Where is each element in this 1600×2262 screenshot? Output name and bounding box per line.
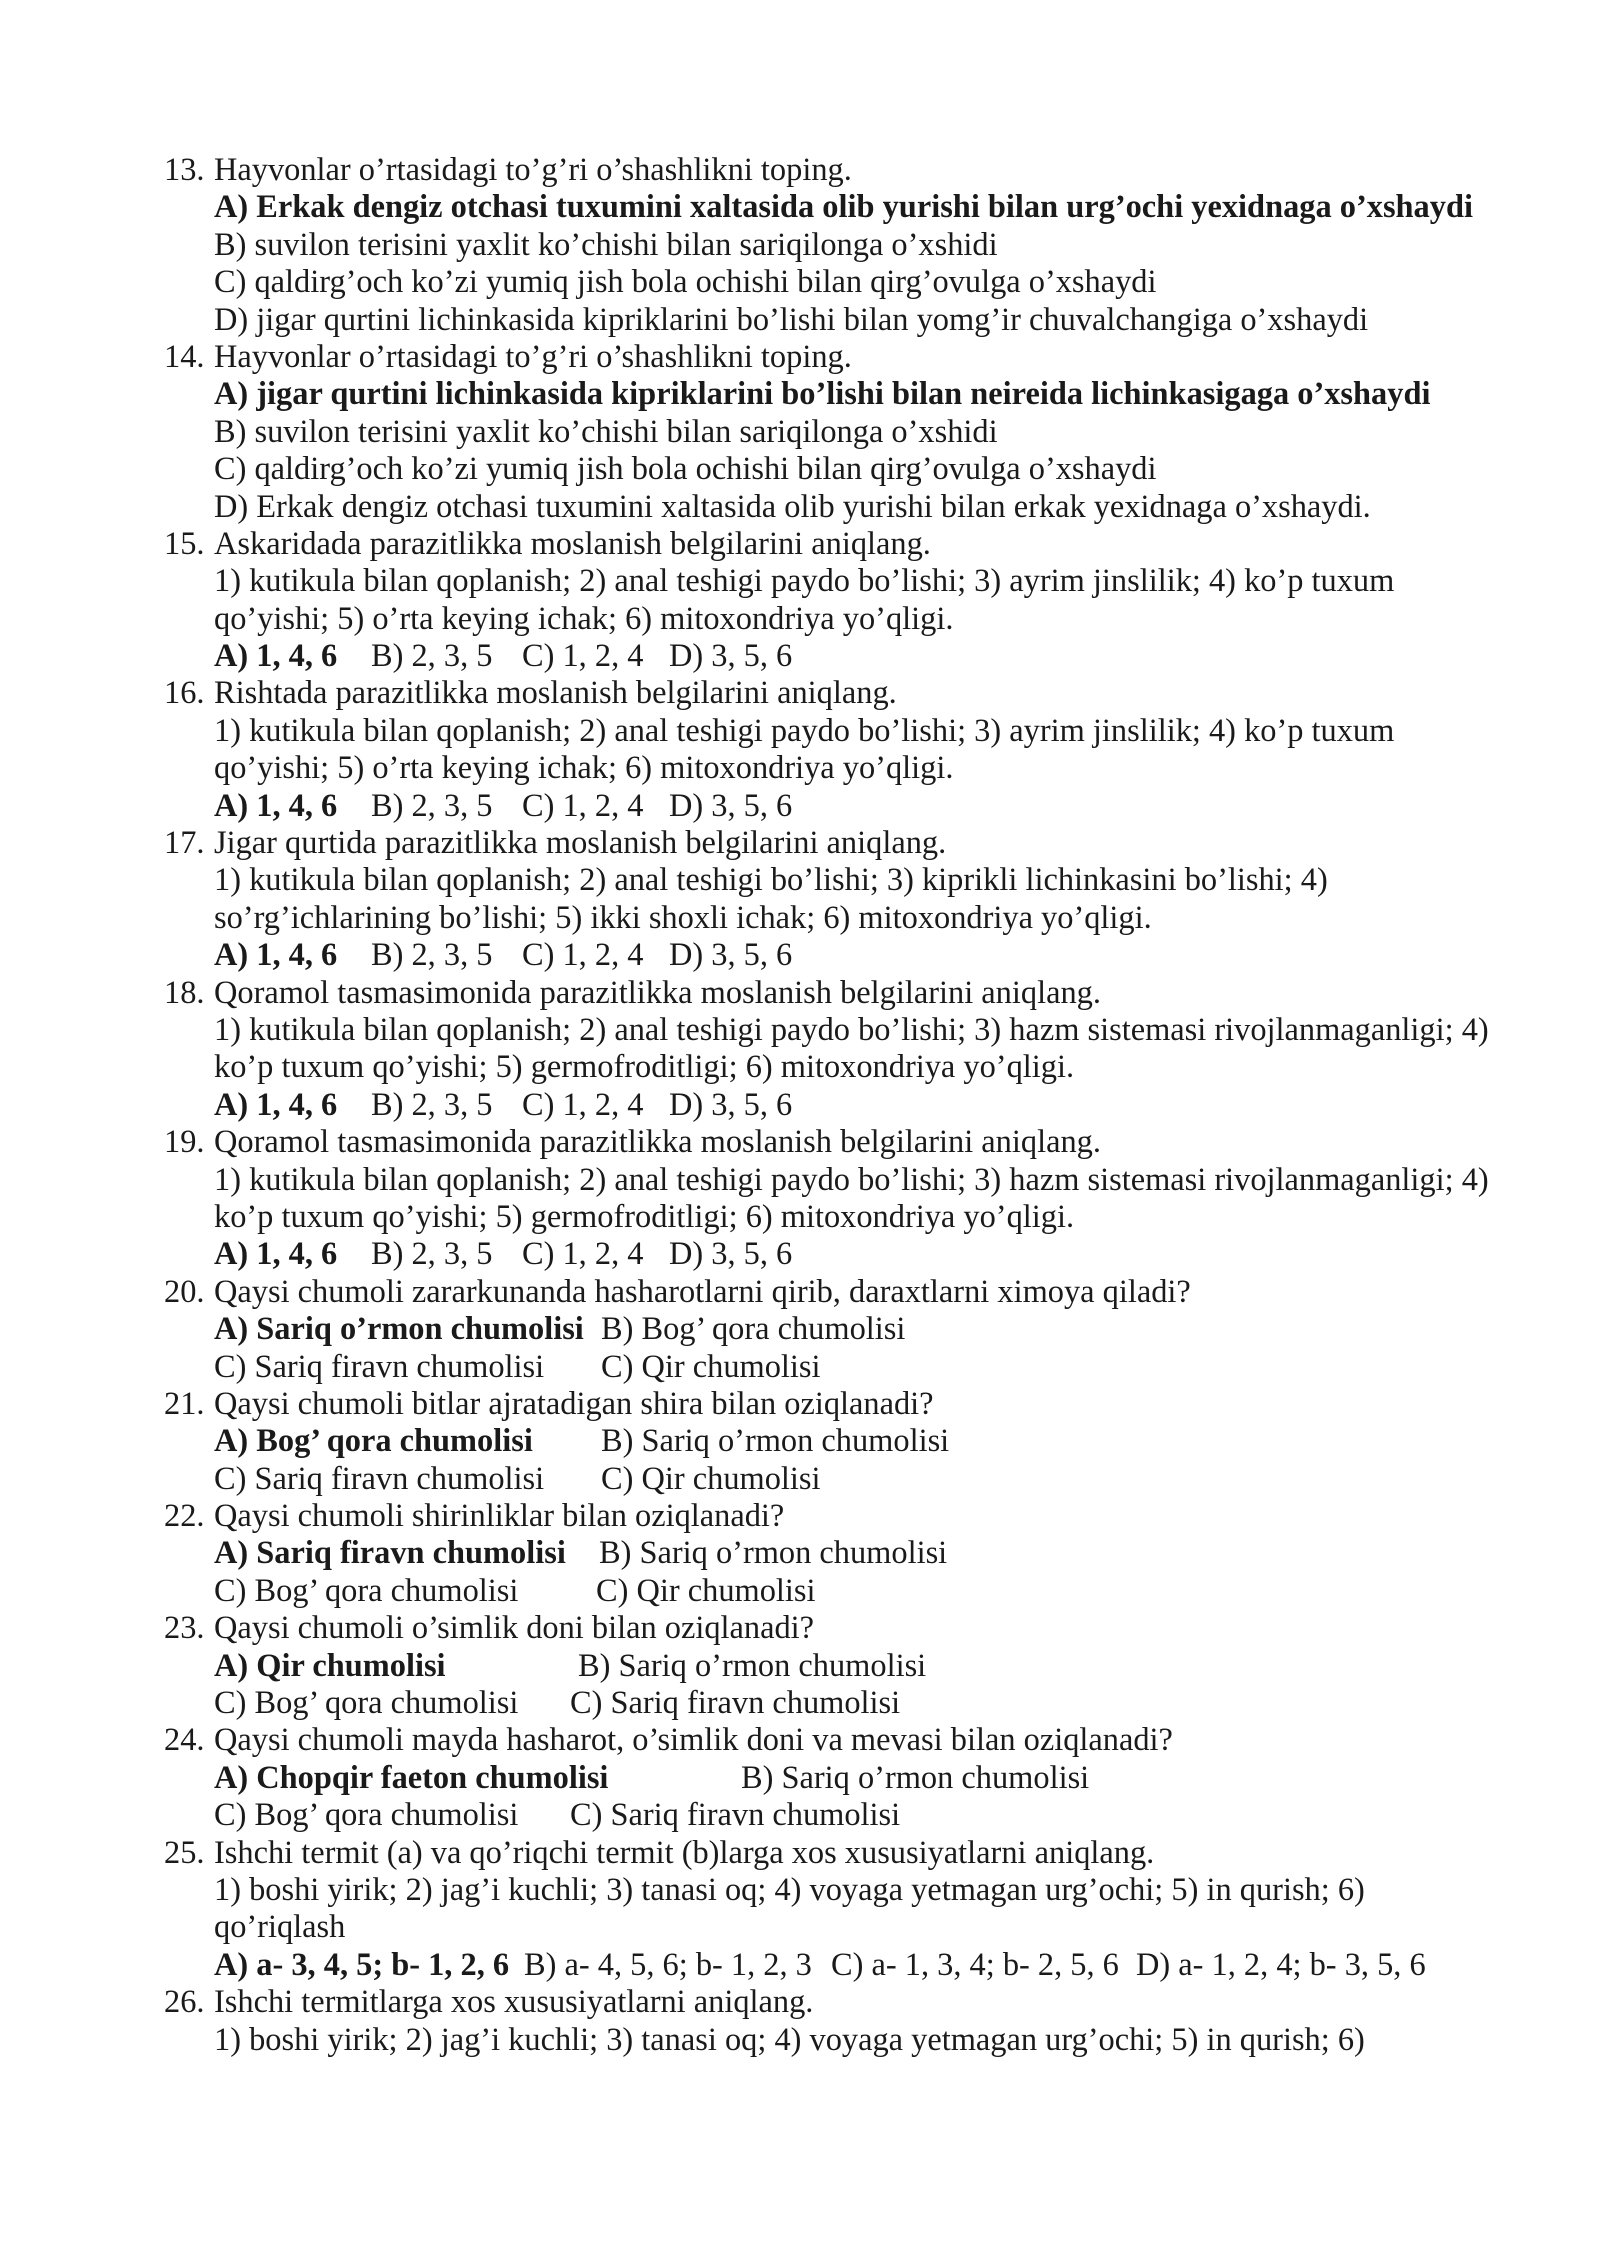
question-17 bbox=[164, 825, 1564, 975]
option-a: A) 1, 4, 6 bbox=[214, 638, 338, 675]
statement-line: so’rg’ichlarining bo’lishi; 5) ikki shoxli ichak; 6) mitoxondriya yo’qligi. bbox=[214, 899, 1152, 936]
question-prompt: Askaridada parazitlikka moslanish belgilarini aniqlang. bbox=[214, 525, 931, 562]
question-number: 24. bbox=[164, 1722, 205, 1759]
question-line bbox=[164, 825, 1564, 862]
option-a: A) Erkak dengiz otchasi tuxumini xaltasida olib yurishi bilan urg’ochi yexidnaga o’xshaydi bbox=[214, 189, 1473, 226]
question-21 bbox=[164, 1386, 1564, 1498]
question-line bbox=[164, 1984, 1564, 2021]
option-row bbox=[164, 1685, 1564, 1722]
option-c: C) Sariq firavn chumolisi bbox=[214, 1348, 545, 1385]
question-number: 23. bbox=[164, 1610, 205, 1647]
option-row bbox=[164, 1349, 1564, 1386]
question-prompt: Ishchi termitlarga xos xususiyatlarni aniqlang. bbox=[214, 1984, 814, 2021]
option-row bbox=[164, 376, 1564, 413]
option-row bbox=[164, 1535, 1564, 1572]
question-prompt: Qoramol tasmasimonida parazitlikka moslanish belgilarini aniqlang. bbox=[214, 974, 1101, 1011]
question-prompt: Hayvonlar o’rtasidagi to’g’ri o’shashlikni toping. bbox=[214, 152, 852, 188]
question-line bbox=[164, 975, 1564, 1012]
option-c: C) 1, 2, 4 bbox=[522, 787, 644, 824]
question-line bbox=[164, 675, 1564, 712]
statement-line: ko’p tuxum qo’yishi; 5) germofroditligi; 6) mitoxondriya yo’qligi. bbox=[214, 1049, 1075, 1086]
statement-line: qo’yishi; 5) o’rta keying ichak; 6) mitoxondriya yo’qligi. bbox=[214, 600, 954, 637]
question-number: 17. bbox=[164, 825, 205, 862]
question-19 bbox=[164, 1124, 1564, 1274]
option-c: C) 1, 2, 4 bbox=[522, 1236, 644, 1273]
option-a: A) a- 3, 4, 5; b- 1, 2, 6 bbox=[214, 1946, 510, 1983]
question-number: 26. bbox=[164, 1984, 205, 2021]
option-c: C) 1, 2, 4 bbox=[522, 638, 644, 675]
option-d: D) a- 1, 2, 4; b- 3, 5, 6 bbox=[1136, 1946, 1426, 1983]
question-line bbox=[164, 1386, 1564, 1423]
option-row bbox=[164, 1648, 1564, 1685]
question-15 bbox=[164, 526, 1564, 676]
question-line bbox=[164, 1610, 1564, 1647]
statement-line: 1) boshi yirik; 2) jag’i kuchli; 3) tanasi oq; 4) voyaga yetmagan urg’ochi; 5) in qurish; 6) bbox=[214, 1871, 1365, 1908]
option-b: B) 2, 3, 5 bbox=[371, 787, 493, 824]
question-prompt: Qaysi chumoli mayda hasharot, o’simlik doni va mevasi bilan oziqlanadi? bbox=[214, 1722, 1173, 1759]
statement-line: 1) boshi yirik; 2) jag’i kuchli; 3) tanasi oq; 4) voyaga yetmagan urg’ochi; 5) in qurish; 6) bbox=[214, 2021, 1365, 2058]
question-prompt: Qaysi chumoli zararkunanda hasharotlarni qirib, daraxtlarni ximoya qiladi? bbox=[214, 1273, 1191, 1310]
option-a: A) 1, 4, 6 bbox=[214, 1236, 338, 1273]
question-18 bbox=[164, 975, 1564, 1125]
option-b: B) Bog’ qora chumolisi bbox=[601, 1311, 906, 1348]
question-number: 20. bbox=[164, 1273, 205, 1310]
option-b: B) a- 4, 5, 6; b- 1, 2, 3 bbox=[524, 1946, 812, 1983]
question-26 bbox=[164, 1984, 1564, 2059]
question-prompt: Qaysi chumoli shirinliklar bilan oziqlanadi? bbox=[214, 1498, 785, 1535]
question-prompt: Qoramol tasmasimonida parazitlikka moslanish belgilarini aniqlang. bbox=[214, 1124, 1101, 1161]
statement-line: 1) kutikula bilan qoplanish; 2) anal teshigi paydo bo’lishi; 3) ayrim jinslilik; 4) ko’p tuxum bbox=[214, 563, 1395, 600]
question-line bbox=[164, 1124, 1564, 1161]
option-c: C) Bog’ qora chumolisi bbox=[214, 1685, 519, 1722]
question-25 bbox=[164, 1835, 1564, 1985]
question-22 bbox=[164, 1498, 1564, 1610]
statement-line: 1) kutikula bilan qoplanish; 2) anal teshigi paydo bo’lishi; 3) hazm sistemasi rivojlanmaganligi; 4) bbox=[214, 1161, 1489, 1198]
statement-line: qo’riqlash bbox=[214, 1909, 346, 1946]
option-row bbox=[164, 264, 1564, 301]
option-b: B) 2, 3, 5 bbox=[371, 937, 493, 974]
question-prompt: Jigar qurtida parazitlikka moslanish belgilarini aniqlang. bbox=[214, 825, 947, 862]
option-c: C) 1, 2, 4 bbox=[522, 1086, 644, 1123]
option-d: D) 3, 5, 6 bbox=[669, 1086, 793, 1123]
option-row bbox=[164, 1236, 1564, 1273]
option-b: B) Sariq o’rmon chumolisi bbox=[601, 1423, 950, 1460]
question-prompt: Rishtada parazitlikka moslanish belgilarini aniqlang. bbox=[214, 675, 897, 712]
question-line bbox=[164, 152, 1564, 189]
option-b: B) suvilon terisini yaxlit ko’chishi bilan sariqilonga o’xshidi bbox=[214, 226, 998, 263]
option-b: B) 2, 3, 5 bbox=[371, 1236, 493, 1273]
option-row bbox=[164, 1947, 1564, 1984]
question-line bbox=[164, 1722, 1564, 1759]
statement-line: 1) kutikula bilan qoplanish; 2) anal teshigi paydo bo’lishi; 3) ayrim jinslilik; 4) ko’p tuxum bbox=[214, 712, 1395, 749]
option-a: A) Qir chumolisi bbox=[214, 1647, 446, 1684]
option-row bbox=[164, 189, 1564, 226]
question-14 bbox=[164, 339, 1564, 526]
question-16 bbox=[164, 675, 1564, 825]
option-row bbox=[164, 414, 1564, 451]
question-20 bbox=[164, 1274, 1564, 1386]
option-row bbox=[164, 1311, 1564, 1348]
option-d: D) 3, 5, 6 bbox=[669, 937, 793, 974]
option-b: B) 2, 3, 5 bbox=[371, 1086, 493, 1123]
option-a: A) Chopqir faeton chumolisi bbox=[214, 1759, 609, 1796]
option-row bbox=[164, 451, 1564, 488]
option-b: B) Sariq o’rmon chumolisi bbox=[741, 1759, 1090, 1796]
statement-line: qo’yishi; 5) o’rta keying ichak; 6) mitoxondriya yo’qligi. bbox=[214, 750, 954, 787]
option-b: B) Sariq o’rmon chumolisi bbox=[578, 1647, 927, 1684]
question-line bbox=[164, 1835, 1564, 1872]
question-number: 13. bbox=[164, 152, 205, 188]
question-prompt: Qaysi chumoli bitlar ajratadigan shira bilan oziqlanadi? bbox=[214, 1385, 934, 1422]
option-row bbox=[164, 937, 1564, 974]
question-number: 15. bbox=[164, 525, 205, 562]
statement-line: 1) kutikula bilan qoplanish; 2) anal teshigi paydo bo’lishi; 3) hazm sistemasi rivojlanmaganligi; 4) bbox=[214, 1011, 1489, 1048]
option-row bbox=[164, 1760, 1564, 1797]
option-b: B) suvilon terisini yaxlit ko’chishi bilan sariqilonga o’xshidi bbox=[214, 413, 998, 450]
option-a: A) Sariq o’rmon chumolisi bbox=[214, 1311, 584, 1348]
option-a: A) Sariq firavn chumolisi bbox=[214, 1535, 566, 1572]
test-document bbox=[164, 152, 1564, 2059]
option-b: B) Sariq o’rmon chumolisi bbox=[599, 1535, 948, 1572]
option-a: A) 1, 4, 6 bbox=[214, 787, 338, 824]
question-line bbox=[164, 526, 1564, 563]
option-b: B) 2, 3, 5 bbox=[371, 638, 493, 675]
option-c: C) a- 1, 3, 4; b- 2, 5, 6 bbox=[831, 1946, 1119, 1983]
question-number: 22. bbox=[164, 1498, 205, 1535]
option-c-second: C) Sariq firavn chumolisi bbox=[570, 1685, 901, 1722]
option-d: D) Erkak dengiz otchasi tuxumini xaltasida olib yurishi bilan erkak yexidnaga o’xshaydi. bbox=[214, 488, 1371, 525]
question-prompt: Hayvonlar o’rtasidagi to’g’ri o’shashlikni toping. bbox=[214, 338, 852, 375]
option-row bbox=[164, 1087, 1564, 1124]
question-number: 16. bbox=[164, 675, 205, 712]
option-row bbox=[164, 1423, 1564, 1460]
option-row bbox=[164, 489, 1564, 526]
option-c: C) Sariq firavn chumolisi bbox=[214, 1460, 545, 1497]
option-row bbox=[164, 227, 1564, 264]
question-number: 21. bbox=[164, 1385, 205, 1422]
option-row bbox=[164, 1797, 1564, 1834]
statement-line: ko’p tuxum qo’yishi; 5) germofroditligi; 6) mitoxondriya yo’qligi. bbox=[214, 1198, 1075, 1235]
option-c-second: C) Qir chumolisi bbox=[601, 1348, 821, 1385]
option-c: C) qaldirg’och ko’zi yumiq jish bola ochishi bilan qirg’ovulga o’xshaydi bbox=[214, 451, 1157, 488]
option-c-second: C) Qir chumolisi bbox=[601, 1460, 821, 1497]
option-c: C) 1, 2, 4 bbox=[522, 937, 644, 974]
option-a: A) 1, 4, 6 bbox=[214, 1086, 338, 1123]
statement-line: 1) kutikula bilan qoplanish; 2) anal teshigi bo’lishi; 3) kiprikli lichinkasini bo’lishi; 4) bbox=[214, 862, 1328, 899]
option-c-second: C) Sariq firavn chumolisi bbox=[570, 1797, 901, 1834]
question-prompt: Qaysi chumoli o’simlik doni bilan oziqlanadi? bbox=[214, 1610, 815, 1647]
option-a: A) jigar qurtini lichinkasida kipriklarini bo’lishi bilan neireida lichinkasigaga o’xshaydi bbox=[214, 376, 1431, 413]
option-row bbox=[164, 1573, 1564, 1610]
option-row bbox=[164, 1461, 1564, 1498]
question-13 bbox=[164, 152, 1564, 339]
option-c: C) qaldirg’och ko’zi yumiq jish bola ochishi bilan qirg’ovulga o’xshaydi bbox=[214, 264, 1157, 301]
option-d: D) jigar qurtini lichinkasida kipriklarini bo’lishi bilan yomg’ir chuvalchangiga o’xshaydi bbox=[214, 301, 1369, 338]
question-24 bbox=[164, 1722, 1564, 1834]
question-number: 18. bbox=[164, 974, 205, 1011]
question-23 bbox=[164, 1610, 1564, 1722]
option-a: A) Bog’ qora chumolisi bbox=[214, 1423, 533, 1460]
question-prompt: Ishchi termit (a) va qo’riqchi termit (b)larga xos xususiyatlarni aniqlang. bbox=[214, 1834, 1155, 1871]
option-d: D) 3, 5, 6 bbox=[669, 638, 793, 675]
option-row bbox=[164, 788, 1564, 825]
question-number: 14. bbox=[164, 338, 205, 375]
question-number: 25. bbox=[164, 1834, 205, 1871]
question-number: 19. bbox=[164, 1124, 205, 1161]
option-c: C) Bog’ qora chumolisi bbox=[214, 1797, 519, 1834]
option-row bbox=[164, 638, 1564, 675]
option-row bbox=[164, 302, 1564, 339]
question-line bbox=[164, 339, 1564, 376]
option-a: A) 1, 4, 6 bbox=[214, 937, 338, 974]
question-line bbox=[164, 1498, 1564, 1535]
question-line bbox=[164, 1274, 1564, 1311]
option-c: C) Bog’ qora chumolisi bbox=[214, 1572, 519, 1609]
option-d: D) 3, 5, 6 bbox=[669, 1236, 793, 1273]
option-d: D) 3, 5, 6 bbox=[669, 787, 793, 824]
option-c-second: C) Qir chumolisi bbox=[596, 1572, 816, 1609]
